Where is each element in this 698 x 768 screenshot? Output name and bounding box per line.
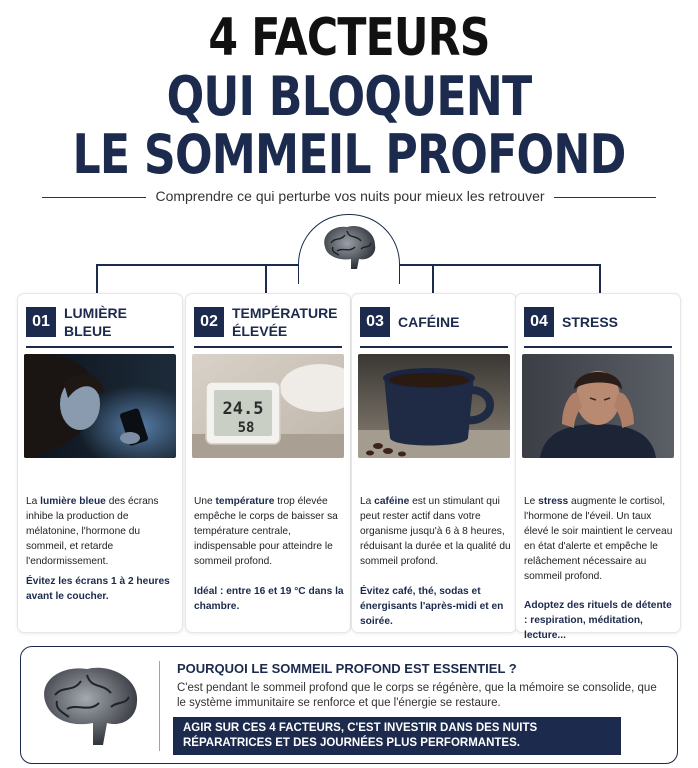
- card-rule: [26, 346, 174, 348]
- card-header: [194, 304, 342, 344]
- subtitle: Comprendre ce qui perturbe vos nuits pour mieux les retrouver: [155, 188, 545, 204]
- panel-banner: AGIR SUR CES 4 FACTEURS, C'EST INVESTIR DANS DES NUITS RÉPARATRICES ET DES JOURNÉES PLUS PERFORMANTES.: [173, 717, 621, 755]
- card-tip: Évitez café, thé, sodas et énergisants l'après-midi et en soirée.: [360, 586, 504, 627]
- card-description: [194, 494, 346, 569]
- title-line-3: LE SOMMEIL PROFOND: [72, 123, 626, 186]
- factor-card-temperature: [186, 294, 350, 632]
- card-number: 04: [524, 307, 554, 337]
- bottom-panel: [20, 646, 678, 764]
- card-title: CAFÉINE: [398, 314, 460, 330]
- card-description: [524, 494, 676, 584]
- connector-drop: [432, 264, 434, 296]
- card-rule: [524, 346, 672, 348]
- brain-icon: [317, 221, 381, 273]
- title-line-2: QUI BLOQUENT: [166, 65, 532, 128]
- card-description: [26, 494, 178, 569]
- card-description: [360, 494, 512, 569]
- brain-icon: [37, 661, 143, 751]
- desc-keyword: température: [215, 496, 275, 507]
- card-number: 02: [194, 307, 224, 337]
- photo-stressed-man: [522, 354, 674, 458]
- desc-keyword: stress: [538, 496, 569, 507]
- desc-keyword: lumière bleue: [40, 496, 106, 507]
- factor-card-caffeine: [352, 294, 516, 632]
- connector-drop: [96, 264, 98, 296]
- card-title: TEMPÉRATURE ÉLEVÉE: [232, 305, 338, 339]
- card-tip: Idéal : entre 16 et 19 °C dans la chambre.: [194, 586, 344, 612]
- card-tip: Adoptez des rituels de détente : respiration, méditation, lecture...: [524, 600, 672, 641]
- card-rule: [194, 346, 342, 348]
- panel-title: POURQUOI LE SOMMEIL PROFOND EST ESSENTIEL ?: [177, 661, 517, 676]
- desc-text: La: [26, 496, 41, 507]
- subtitle-rule-left: [42, 197, 146, 198]
- desc-text: est un stimulant qui peut rester actif dans votre organisme jusqu'à 6 à 8 heures, réduisant la durée et la qualité du sommeil profond.: [360, 496, 511, 567]
- panel-divider: [159, 661, 160, 751]
- card-number: 03: [360, 307, 390, 337]
- desc-text: des écrans inhibe la production de mélatonine, l'hormone du sommeil, et retarde l'endormissement.: [26, 496, 159, 567]
- desc-keyword: caféine: [374, 496, 410, 507]
- factor-card-stress: [516, 294, 680, 641]
- desc-text: Le: [524, 496, 539, 507]
- photo-coffee-cup: [358, 354, 510, 458]
- card-number: 01: [26, 307, 56, 337]
- panel-text: C'est pendant le sommeil profond que le corps se régénère, que la mémoire se consolide, que le système immunitaire se renforce et que l'énergie se restaure.: [177, 682, 657, 709]
- hub: [298, 214, 400, 284]
- photo-thermometer: [192, 354, 344, 458]
- title-line-1: 4 FACTEURS: [208, 8, 490, 68]
- subtitle-rule-right: [554, 197, 656, 198]
- card-header: [524, 304, 672, 344]
- card-tip: Évitez les écrans 1 à 2 heures avant le coucher.: [26, 576, 170, 602]
- thermo-humidity: 58: [237, 420, 255, 436]
- connector-drop: [265, 264, 267, 296]
- subtitle-row: [0, 186, 698, 208]
- desc-text: trop élevée empêche le corps de baisser sa température centrale, indispensable pour atteindre le sommeil profond.: [194, 496, 338, 567]
- factor-card-blue-light: [18, 294, 182, 632]
- card-rule: [360, 346, 508, 348]
- card-title: LUMIÈRE BLEUE: [64, 305, 127, 339]
- card-title: STRESS: [562, 314, 619, 330]
- card-header: [360, 304, 508, 344]
- desc-text: Une: [194, 496, 216, 507]
- thermo-temp: 24.5: [222, 399, 264, 419]
- desc-text: augmente le cortisol, l'hormone de l'éveil. Un taux élevé le soir maintient le cerveau en état d'alerte et empêche le relâchement nécessaire au sommeil profond.: [524, 496, 673, 582]
- card-header: [26, 304, 174, 344]
- photo-woman-phone: [24, 354, 176, 458]
- connector-drop: [599, 264, 601, 296]
- desc-text: La: [360, 496, 375, 507]
